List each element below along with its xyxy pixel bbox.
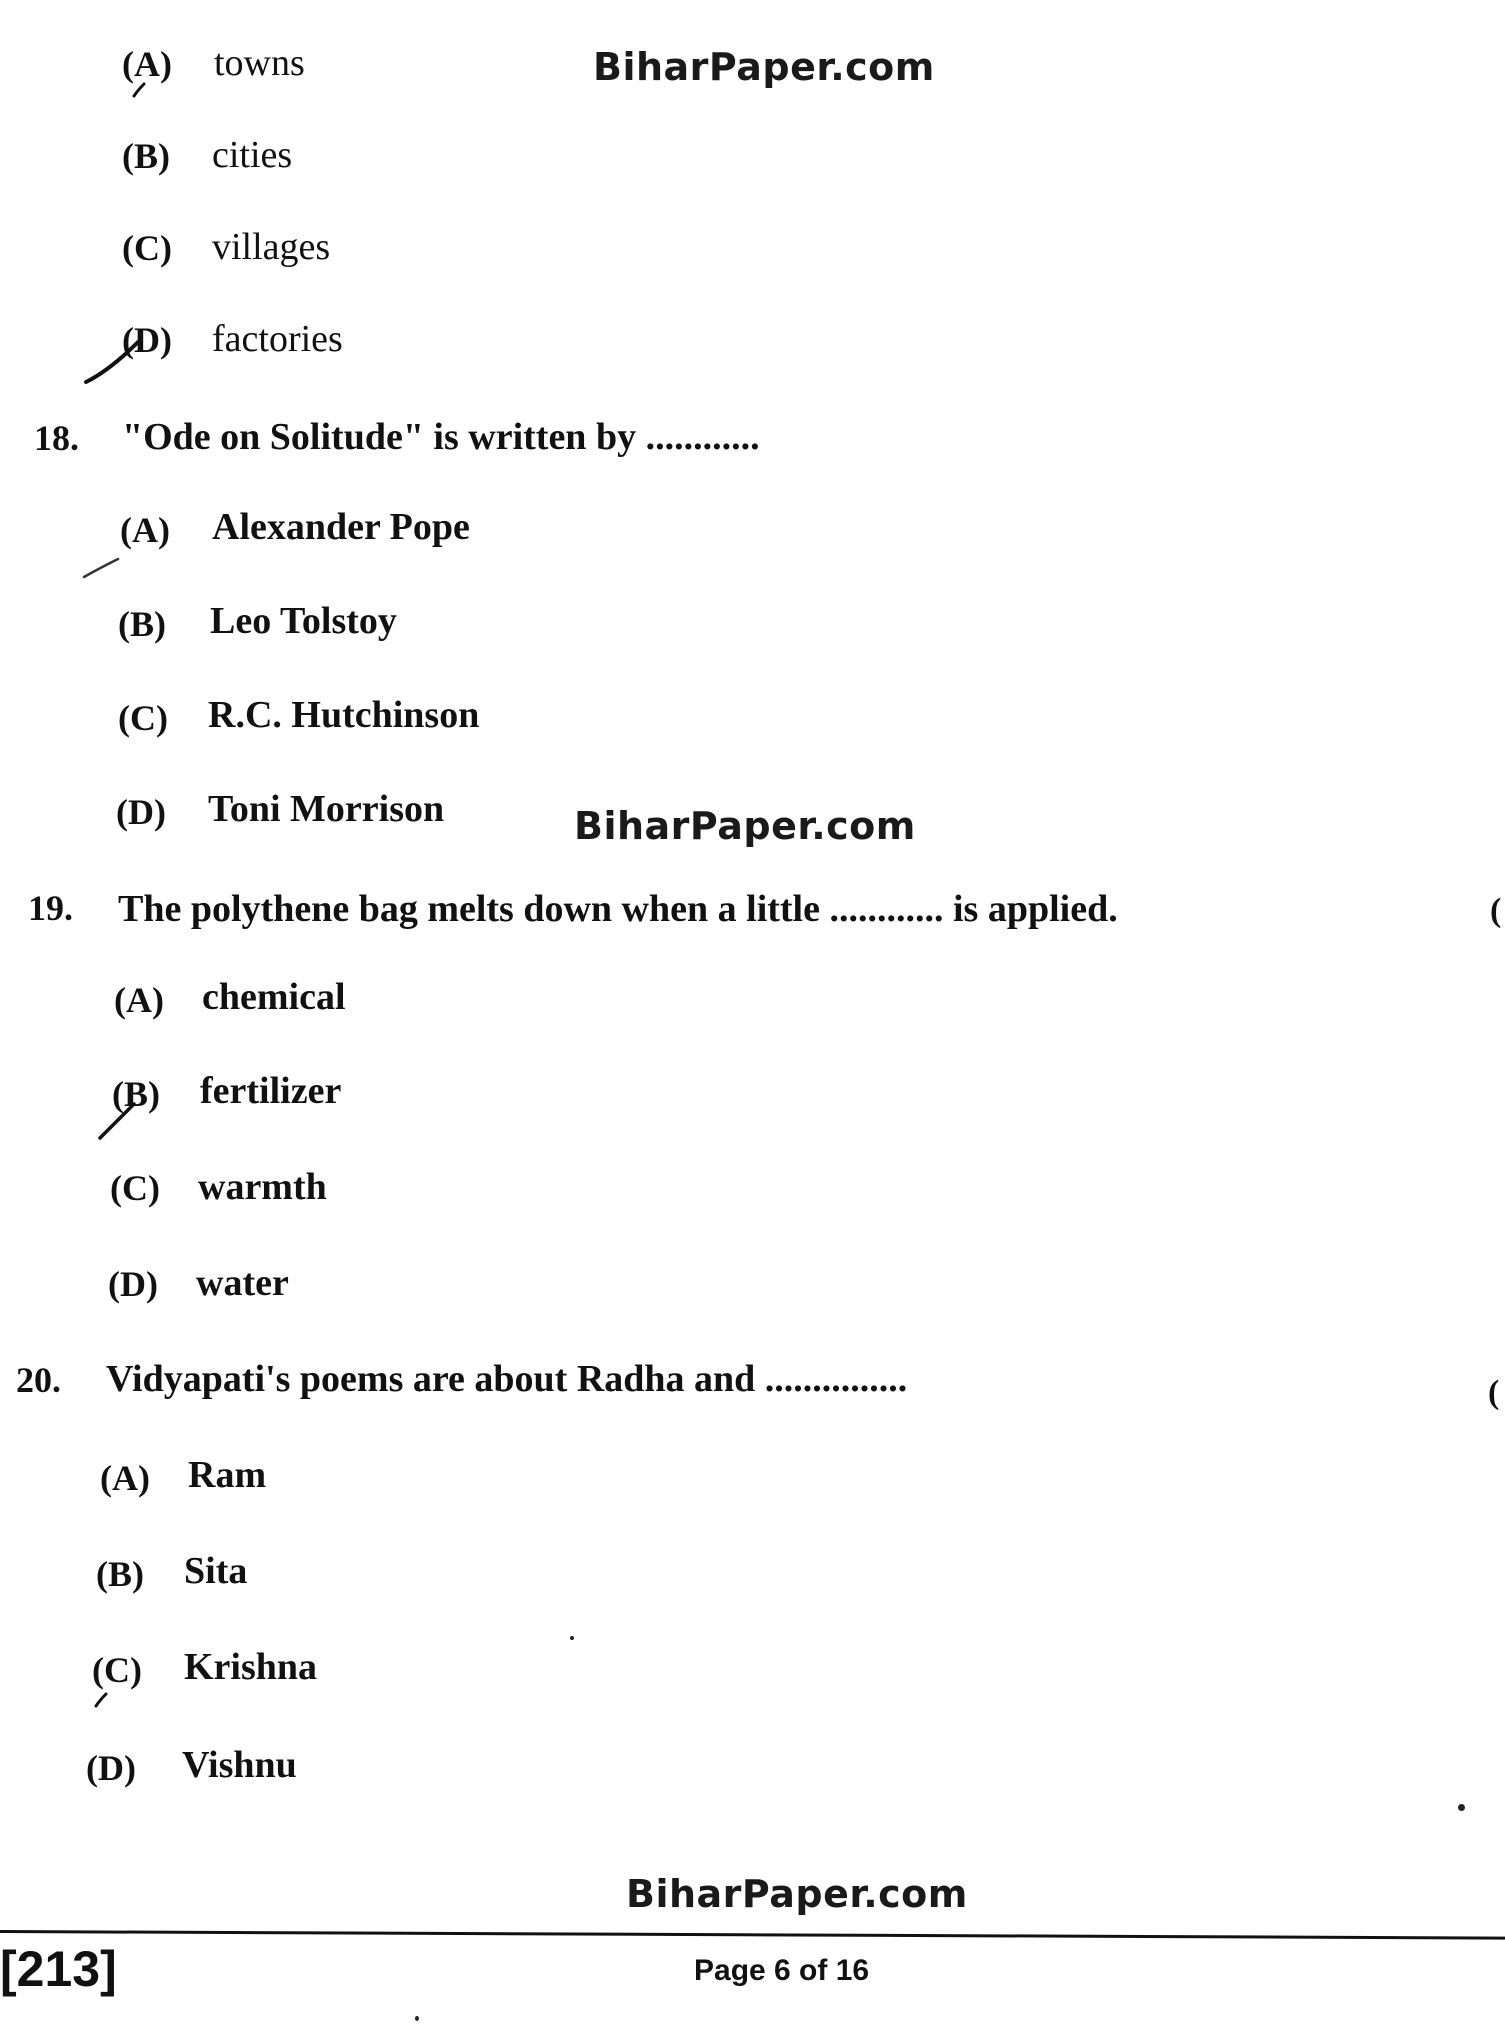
- paper-code: [213]: [0, 1941, 117, 1997]
- watermark-middle: BiharPaper.com: [574, 804, 916, 848]
- scan-speck: [415, 2016, 419, 2021]
- option-text: cities: [212, 134, 293, 176]
- option-letter: (D): [122, 320, 172, 360]
- option-text: Leo Tolstoy: [210, 600, 397, 642]
- question-number: 19.: [28, 888, 73, 928]
- option-text: towns: [214, 42, 305, 84]
- option-letter: (A): [100, 1458, 150, 1498]
- option-letter: (C): [122, 228, 172, 268]
- option-text: warmth: [198, 1166, 327, 1208]
- tick-mark-icon: [78, 545, 138, 585]
- option-letter: (B): [122, 136, 170, 176]
- option-letter: (C): [110, 1168, 160, 1208]
- scan-speck: [1458, 1804, 1465, 1811]
- option-letter: (C): [118, 698, 168, 738]
- scan-speck: [570, 1636, 574, 1640]
- option-letter: (C): [92, 1650, 142, 1690]
- question-number: 20.: [16, 1360, 61, 1400]
- option-text: Vishnu: [182, 1744, 297, 1786]
- option-letter: (D): [108, 1264, 158, 1304]
- option-text: R.C. Hutchinson: [208, 694, 480, 736]
- option-text: villages: [212, 226, 331, 268]
- option-letter: (D): [116, 792, 166, 832]
- question-text: Vidyapati's poems are about Radha and ...............: [106, 1358, 908, 1400]
- right-edge-mark: (: [1490, 892, 1502, 929]
- tick-mark-icon: [80, 330, 150, 390]
- option-text: Toni Morrison: [208, 788, 445, 830]
- option-letter: (B): [118, 604, 166, 644]
- option-text: Sita: [184, 1550, 248, 1592]
- footer-divider: [0, 1930, 1505, 1940]
- option-text: fertilizer: [200, 1070, 342, 1112]
- option-text: Krishna: [184, 1646, 318, 1688]
- right-edge-mark: (: [1488, 1374, 1500, 1411]
- option-text: factories: [212, 318, 343, 360]
- question-number: 18.: [34, 418, 79, 458]
- option-letter: (A): [122, 44, 172, 84]
- question-text: The polythene bag melts down when a little ............ is applied.: [118, 888, 1118, 930]
- option-letter: (A): [120, 510, 170, 550]
- tick-mark-icon: [90, 1682, 120, 1712]
- option-text: chemical: [202, 976, 346, 1018]
- option-text: Ram: [188, 1454, 267, 1496]
- tick-mark-icon: [128, 74, 158, 104]
- watermark-bottom: BiharPaper.com: [626, 1872, 968, 1916]
- option-letter: (B): [112, 1074, 160, 1114]
- question-text: "Ode on Solitude" is written by ............: [122, 416, 760, 458]
- option-text: water: [196, 1262, 289, 1304]
- option-letter: (A): [114, 980, 164, 1020]
- tick-mark-icon: [94, 1086, 144, 1146]
- page-number: Page 6 of 16: [694, 1954, 870, 1987]
- option-letter: (D): [86, 1748, 136, 1788]
- option-letter: (B): [96, 1554, 144, 1594]
- watermark-top: BiharPaper.com: [593, 45, 935, 89]
- option-text: Alexander Pope: [212, 506, 470, 548]
